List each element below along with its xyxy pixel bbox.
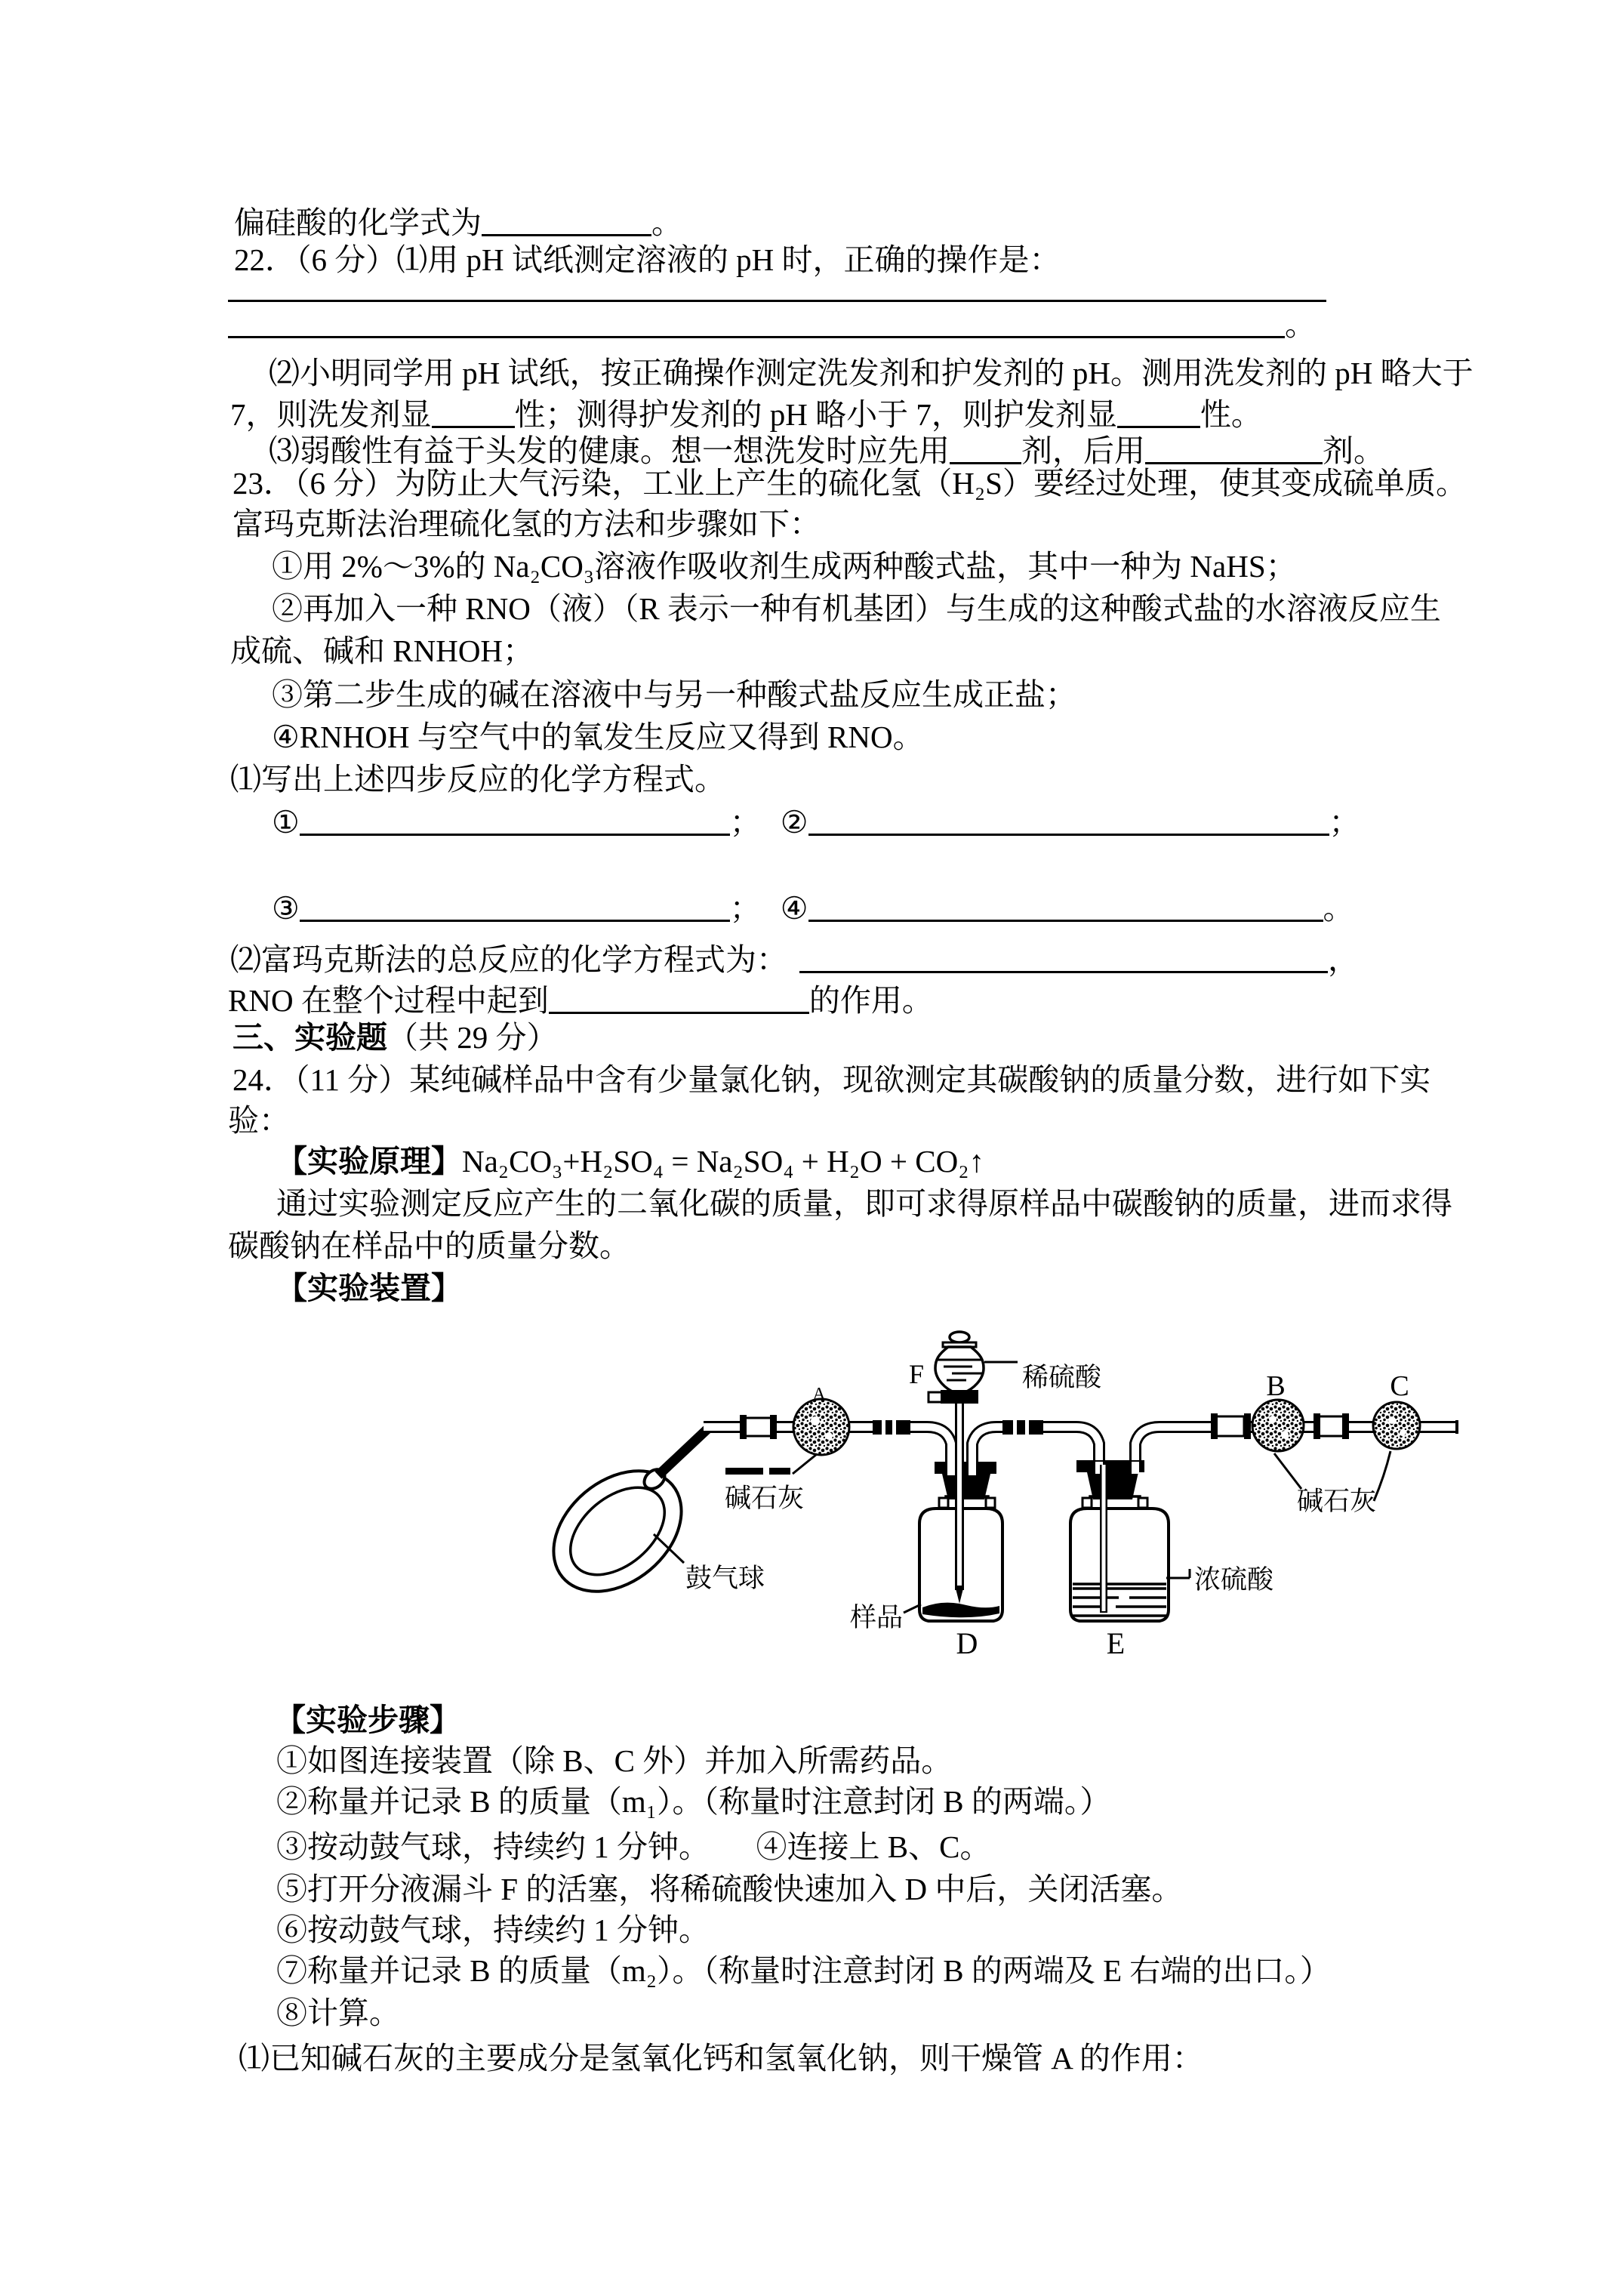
answer-blank: [808, 886, 1323, 922]
q23-header-text: 23．（6 分）为防止大气污染，工业上产生的硫化氢（H₂S）要经过处理，使其变成硫单质。: [233, 466, 1467, 501]
q23-eq-blanks-34: [272, 883, 1354, 926]
apparatus-label: 【实验装置】: [276, 1271, 462, 1305]
label-d: D: [956, 1626, 978, 1660]
text-segment: ②称量并记录 B 的质量（m₁）。（称量时注意封闭 B 的两端。）: [276, 1784, 1111, 1819]
leader-b-sodalime: [1274, 1453, 1301, 1489]
q23-part2: [230, 935, 1359, 977]
answer-blank: [549, 978, 809, 1014]
section3-heading: [233, 1018, 558, 1057]
text-segment: ；: [1329, 805, 1360, 840]
text-segment: ⑵富玛克斯法的总反应的化学方程式为：: [230, 942, 787, 977]
air-balloon: [530, 1447, 705, 1616]
label-sample: 样品: [850, 1603, 904, 1632]
answer-blank: [228, 303, 1285, 338]
q24-part1: [239, 2039, 1203, 2078]
steps-label: 【实验步骤】: [275, 1703, 460, 1737]
label-soda-lime-right: 碱石灰: [1297, 1487, 1377, 1516]
answer-blank: [228, 267, 1326, 302]
answer-blank: [432, 393, 515, 428]
joint-4: [1211, 1413, 1251, 1439]
text-segment: 。: [1323, 891, 1354, 926]
q23-eq-blanks-12: [272, 797, 1360, 840]
circled-1: ①: [272, 805, 300, 840]
text-segment: 成硫、碱和 RNHOH；: [230, 633, 534, 668]
text-segment: 的作用。: [808, 983, 933, 1018]
label-b: B: [1266, 1370, 1286, 1402]
principle-line: [276, 1142, 984, 1181]
section3-title: 三、实验题: [233, 1020, 387, 1055]
joint-5: [1313, 1413, 1349, 1439]
step-3-4: [276, 1827, 990, 1866]
label-c: C: [1390, 1370, 1409, 1402]
answer-blank: [799, 938, 1328, 973]
q23-step2: [272, 589, 1441, 628]
circled-2: ②: [780, 805, 808, 840]
stopcock: [941, 1390, 978, 1404]
answer-blank: [300, 800, 730, 836]
text-segment: 剂。: [1323, 433, 1384, 468]
drying-tube-c: [1373, 1402, 1420, 1449]
q23-step2-cont: [230, 631, 534, 670]
q24-header-text: 24．（11 分）某纯碱样品中含有少量氯化钠，现欲测定其碳酸钠的质量分数，进行如下实: [233, 1062, 1431, 1097]
erased-label-bar: [725, 1468, 763, 1475]
q24-header-cont: [228, 1101, 290, 1140]
text-segment: 性。: [1200, 397, 1262, 432]
text-segment: ④RNHOH 与空气中的氧发生反应又得到 RNO。: [272, 720, 924, 754]
funnel-bulb: [935, 1347, 984, 1392]
principle-text-2: [228, 1226, 630, 1265]
text-segment: 通过实验测定反应产生的二氧化碳的质量，即可求得原样品中碳酸钠的质量，进而求得: [276, 1186, 1452, 1221]
q22-part2-text: ⑵小明同学用 pH 试纸，按正确操作测定洗发剂和护发剂的 pH。测用洗发剂的 pH 略大于: [269, 356, 1474, 390]
drying-tube-b: [1252, 1400, 1304, 1451]
circled-3: ③: [272, 891, 300, 926]
drying-tube-a: [793, 1399, 849, 1455]
principle-text-1: [276, 1184, 1452, 1223]
text-segment: 剂，后用: [1021, 433, 1145, 468]
circled-4: ④: [780, 891, 808, 926]
label-dilute-acid: 稀硫酸: [1022, 1363, 1102, 1392]
text-segment: ⑶弱酸性有益于头发的健康。想一想洗发时应先用: [269, 433, 950, 468]
answer-blank: [1117, 393, 1200, 428]
q22-header-text: 22．（6 分）⑴用 pH 试纸测定溶液的 pH 时，正确的操作是：: [234, 242, 1061, 277]
step-8: [276, 1993, 400, 2032]
text-segment: ⑦称量并记录 B 的质量（m₂）。（称量时注意封闭 B 的两端及 E 右端的出口。）: [276, 1953, 1331, 1988]
q22-answer-line-2: [228, 300, 1316, 342]
answer-blank: [482, 201, 651, 236]
step-6: [276, 1910, 710, 1949]
step-2: [276, 1782, 1110, 1821]
label-conc-acid: 浓硫酸: [1194, 1565, 1274, 1595]
text-segment: ①用 2%～3%的 Na₂CO₃溶液作吸收剂生成两种酸式盐，其中一种为 NaHS；: [272, 549, 1297, 584]
apparatus-diagram: [468, 1314, 1540, 1676]
text-segment: ③第二步生成的碱在溶液中与另一种酸式盐反应生成正盐；: [272, 677, 1076, 712]
q21-period: 。: [651, 205, 682, 240]
q22-part3: [269, 426, 1384, 468]
q21-text: 偏硅酸的化学式为: [234, 205, 482, 240]
step-7: [276, 1951, 1331, 1990]
q21-formula-line: [234, 198, 682, 240]
text-segment: RNO 在整个过程中起到: [228, 983, 549, 1018]
steps-heading: [275, 1700, 460, 1740]
chemical-equation: Na₂CO₃+H₂SO₄ = Na₂SO₄ + H₂O + CO₂↑: [462, 1144, 985, 1179]
bottle-e: [1070, 1496, 1169, 1621]
q24-header: [233, 1060, 1431, 1099]
label-balloon: 鼓气球: [685, 1564, 765, 1593]
stopper-d: [935, 1462, 996, 1499]
text-segment: 验：: [228, 1103, 290, 1138]
joint-1: [740, 1415, 777, 1439]
q23-step4: [272, 717, 924, 757]
q22-ans-period: 。: [1285, 307, 1316, 342]
section3-score: （共 29 分）: [387, 1020, 558, 1055]
label-e: E: [1106, 1626, 1126, 1660]
q22-answer-line-1: [228, 264, 1326, 303]
q22-part2-line1: [269, 353, 1474, 393]
q22-part2-line2: [230, 390, 1262, 432]
text-segment: 7，则洗发剂显: [230, 397, 432, 432]
text-segment: ；: [729, 891, 761, 926]
label-a: A: [812, 1385, 826, 1404]
text-segment: ⑴已知碱石灰的主要成分是氢氧化钙和氢氧化钠，则干燥管 A 的作用：: [239, 2041, 1203, 2076]
q23-rno-line: [228, 975, 933, 1018]
principle-label: 【实验原理】: [276, 1144, 462, 1179]
sleeve-2: [873, 1420, 910, 1435]
q23-part1: [230, 760, 725, 799]
text-segment: ⑴写出上述四步反应的化学方程式。: [230, 762, 725, 797]
text-segment: 性；测得护发剂的 pH 略小于 7，则护发剂显: [514, 397, 1117, 432]
text-segment: ，: [1328, 942, 1359, 977]
erased-label-bar: [769, 1468, 790, 1475]
answer-blank: [950, 429, 1021, 464]
text-segment: ；: [729, 805, 761, 840]
text-segment: ⑤打开分液漏斗 F 的活塞，将稀硫酸快速加入 D 中后，关闭活塞。: [276, 1872, 1183, 1906]
label-soda-lime-left: 碱石灰: [725, 1484, 805, 1513]
step-5: [276, 1869, 1182, 1909]
text-segment: ③按动鼓气球，持续约 1 分钟。 ④连接上 B、C。: [276, 1829, 991, 1864]
funnel-top-knob: [950, 1332, 969, 1342]
text-segment: 富玛克斯法治理硫化氢的方法和步骤如下：: [233, 507, 821, 541]
q23-header: [233, 464, 1467, 503]
apparatus-heading: [276, 1268, 462, 1308]
leader-a-sodalime: [793, 1454, 817, 1474]
text-segment: ⑧计算。: [276, 1996, 400, 2030]
q23-step3: [272, 675, 1076, 714]
q23-intro: [233, 504, 821, 544]
step-1: [276, 1741, 952, 1780]
answer-blank: [300, 886, 730, 922]
text-segment: 碳酸钠在样品中的质量分数。: [228, 1228, 630, 1263]
text-segment: ①如图连接装置（除 B、C 外）并加入所需药品。: [276, 1743, 953, 1778]
answer-blank: [808, 800, 1329, 836]
text-segment: ⑥按动鼓气球，持续约 1 分钟。: [276, 1912, 710, 1947]
text-segment: ②再加入一种 RNO（液）（R 表示一种有机基团）与生成的这种酸式盐的水溶液反应生: [272, 591, 1441, 626]
answer-blank: [1145, 429, 1323, 464]
sleeve-3: [1002, 1420, 1043, 1435]
balloon-tube: [658, 1427, 710, 1475]
leader-c-sodalime: [1374, 1451, 1390, 1501]
q23-step1: [272, 547, 1297, 586]
label-f: F: [909, 1359, 925, 1389]
